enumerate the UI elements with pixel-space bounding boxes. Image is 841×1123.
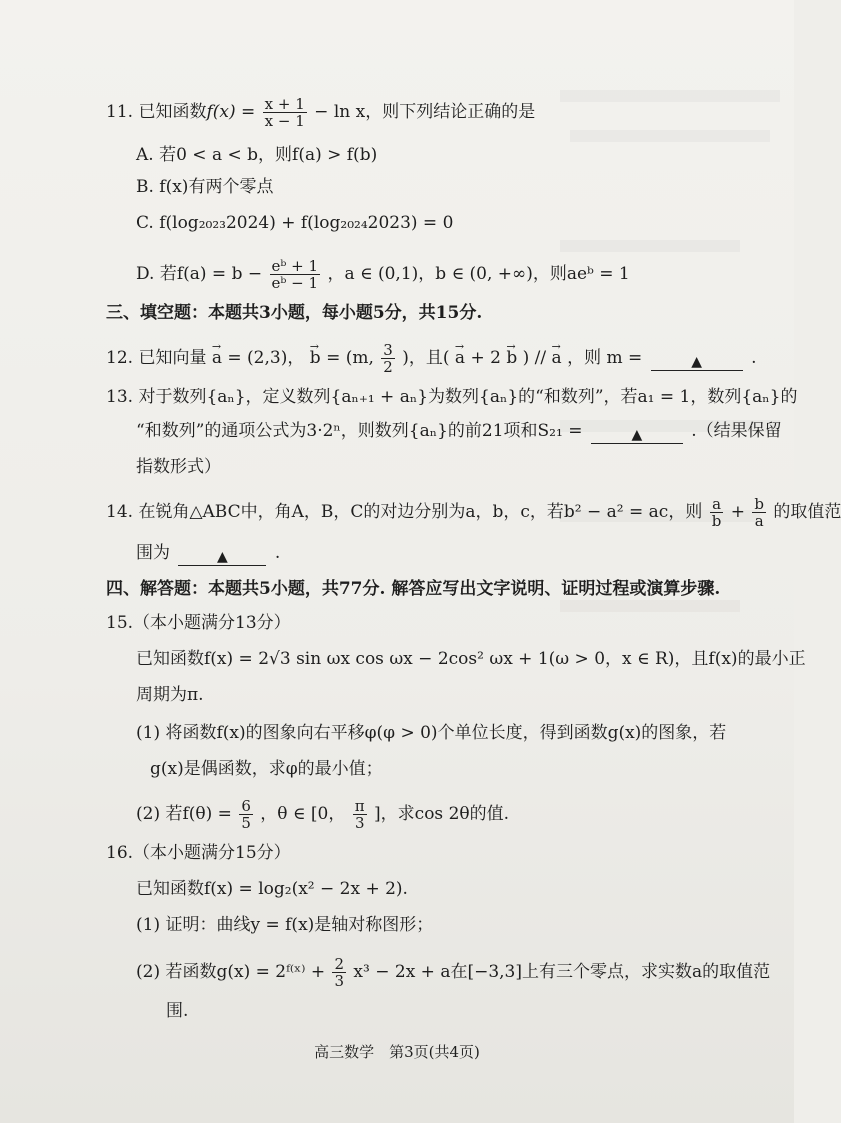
q16-part2-line2: 围. <box>166 1001 189 1021</box>
q11-option-a: A. 若0 < a < b，则f(a) > f(b) <box>136 145 378 165</box>
q14-line1: 14. 在锐角△ABC中，角A，B，C的对边分别为a，b，c，若b² − a² = ac，则 $\frac{a}{b}$ + $\frac{b}{a}$ 的取值范 <box>106 495 841 530</box>
q12-fraction: $\frac{3}{2}$ <box>383 341 393 376</box>
q11-d-fraction: $\frac{\text{eᵇ + 1}}{\text{eᵇ − 1}}$ <box>271 257 319 292</box>
q15-title: 15.（本小题满分13分） <box>106 613 291 633</box>
q16-part1: (1) 证明：曲线y = f(x)是轴对称图形； <box>136 915 434 935</box>
q16-fraction: $\frac{2}{3}$ <box>334 955 345 990</box>
q15-part1-a: (1) 将函数f(x)的图象向右平移φ(φ > 0)个单位长度，得到函数g(x)的图象，若 <box>136 723 727 743</box>
q15-line2: 周期为π. <box>136 685 204 705</box>
q15-part2: (2) 若f(θ) = $\frac{6}{5}$ ，θ ∈ [0， $\frac{\pi}{3}$ ]，求cos 2θ的值. <box>136 797 510 832</box>
q14-answer-blank: ▲ <box>178 545 266 566</box>
section-solution-heading: 四、解答题：本题共5小题，共77分. 解答应写出文字说明、证明过程或演算步骤. <box>106 579 721 599</box>
q15-line1: 已知函数f(x) = 2√3 sin ωx cos ωx − 2cos² ωx + 1(ω > 0，x ∈ R)，且f(x)的最小正 <box>136 649 806 669</box>
q12-answer-blank: ▲ <box>651 350 743 371</box>
q14-fraction-2: $\frac{b}{a}$ <box>754 495 765 530</box>
q14-fraction-1: $\frac{a}{b}$ <box>711 495 722 530</box>
q11-option-c: C. f(log₂₀₂₃2024) + f(log₂₀₂₄2023) = 0 <box>136 213 454 233</box>
q15-fraction-2: $\frac{\pi}{3}$ <box>354 797 365 832</box>
q13-answer-blank: ▲ <box>591 423 683 444</box>
q16-part2: (2) 若函数g(x) = 2ᶠ⁽ˣ⁾ + $\frac{2}{3}$ x³ − 2x + a在[−3,3]上有三个零点，求实数a的取值范 <box>136 955 771 990</box>
q15-fraction-1: $\frac{6}{5}$ <box>241 797 251 832</box>
section-fill-in-heading: 三、填空题：本题共3小题，每小题5分，共15分. <box>106 303 483 323</box>
q16-title: 16.（本小题满分15分） <box>106 843 291 863</box>
q12: 12. 已知向量 → a = (2,3)， → b = (m, $\frac{3}{2}$ )，且( → a + 2 → b ) // → a ，则 m = ▲ . <box>106 342 756 375</box>
q16-line1: 已知函数f(x) = log₂(x² − 2x + 2). <box>136 879 408 899</box>
q13-line2: “和数列”的通项公式为3·2ⁿ，则数列{aₙ}的前21项和S₂₁ = ▲ .（结果保留 <box>136 421 782 443</box>
q13-line3: 指数形式） <box>136 457 221 477</box>
q11-option-b: B. f(x)有两个零点 <box>136 177 274 197</box>
q14-line2: 围为 ▲ . <box>136 543 281 565</box>
q11-fraction: $\frac{x + 1}{x - 1}$ <box>264 95 305 130</box>
q11-stem: 11. 已知函数f(x) = $\frac{x + 1}{x - 1}$ − ln x，则下列结论正确的是 <box>106 95 536 130</box>
page-footer: 高三数学 第3页(共4页) <box>314 1043 480 1061</box>
q11-option-d: D. 若f(a) = b − $\frac{\text{eᵇ + 1}}{\text{eᵇ − 1}}$ ，a ∈ (0,1)，b ∈ (0, +∞)，则aeᵇ = 1 <box>136 257 630 292</box>
q13-line1: 13. 对于数列{aₙ}，定义数列{aₙ₊₁ + aₙ}为数列{aₙ}的“和数列”，若a₁ = 1，数列{aₙ}的 <box>106 387 798 407</box>
q15-part1-b: g(x)是偶函数，求φ的最小值； <box>150 759 383 779</box>
